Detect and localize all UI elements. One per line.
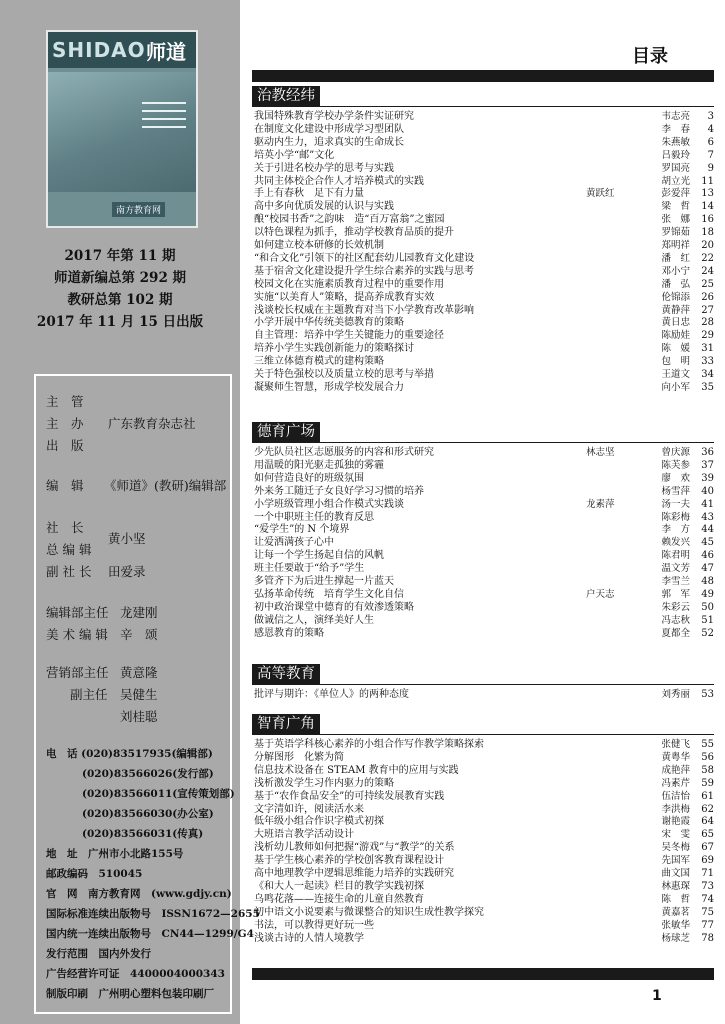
toc-entry-title: 分解图形 化繁为简 <box>254 751 344 763</box>
toc-entry-page: 43 <box>701 511 714 523</box>
toc-entry-title: 批评与期许：《单位人》的两种态度 <box>254 689 409 700</box>
toc-entry-page: 40 <box>701 485 714 497</box>
toc-entry-title: 信息技术设备在 STEAM 教育中的应用与实践 <box>254 764 459 776</box>
toc-entry[interactable] <box>254 472 714 485</box>
contact-line: 发行范围 国内外发行 <box>46 948 151 960</box>
toc-entry[interactable] <box>254 304 714 317</box>
toc-entry-page: 13 <box>701 188 714 200</box>
toc-entry-author: 黄嘉茗 <box>661 906 690 918</box>
toc-entry-page: 35 <box>701 381 714 393</box>
toc-entry[interactable] <box>254 252 714 265</box>
masthead-label: 美 术 编 辑 <box>46 627 108 642</box>
toc-entry-page: 46 <box>701 550 714 562</box>
masthead-value: 辛 颂 <box>120 627 158 642</box>
toc-entry-coauthor: 林志坚 <box>586 447 615 458</box>
toc-entry-page: 69 <box>701 855 714 867</box>
toc-entry-page: 9 <box>707 162 714 174</box>
contact-line: 地 址 广州市小北路155号 <box>46 848 184 860</box>
contact-line: 国内统一连续出版物号 CN44—1299/G4 <box>46 928 254 940</box>
toc-entry-title: 少先队员社区志愿服务的内容和形式研究 <box>254 447 434 458</box>
toc-entry-page: 31 <box>701 343 714 355</box>
section-heading: 治教经纬 <box>252 86 320 106</box>
toc-entry-page: 27 <box>701 304 714 316</box>
toc-entry[interactable] <box>254 162 714 175</box>
toc-entry-page: 45 <box>701 537 714 549</box>
masthead-label: 主 管 <box>46 394 84 409</box>
toc-entry-author: 陈彩梅 <box>661 511 690 523</box>
toc-top-rule <box>252 70 714 82</box>
toc-entry[interactable] <box>254 828 714 841</box>
toc-entry-author: 汤一夫 <box>661 498 690 510</box>
toc-entry-coauthor: 黄跃红 <box>586 188 615 200</box>
toc-entry-author: 韦志亮 <box>661 111 690 122</box>
toc-entry[interactable] <box>254 764 714 777</box>
toc-entry-page: 78 <box>701 932 714 944</box>
toc-entry[interactable] <box>254 627 714 640</box>
contact-line: 官 网 南方教育网 (www.gdjy.cn) <box>46 888 232 900</box>
toc-entry-author: 陈 哲 <box>661 893 690 905</box>
toc-entry-page: 29 <box>701 330 714 342</box>
toc-entry-title: “和合文化”引领下的社区配套幼儿园教育文化建设 <box>254 252 475 264</box>
masthead-label: 总 编 辑 <box>46 542 92 557</box>
toc-entry[interactable] <box>254 751 714 764</box>
toc-entry[interactable] <box>254 803 714 816</box>
masthead-label: 编 辑 <box>46 478 84 493</box>
toc-entry[interactable] <box>254 777 714 790</box>
masthead-label: 副主任 <box>70 687 108 702</box>
toc-entry-title: 用温暖的阳光驱走孤独的雾霾 <box>254 459 384 471</box>
toc-entry-author: 黄静萍 <box>661 304 690 316</box>
toc-entry-page: 37 <box>701 459 714 471</box>
toc-entry-author: 赖发兴 <box>661 537 690 549</box>
toc-entry-title: 初中政治课堂中德育的有效渗透策略 <box>254 601 414 613</box>
toc-entry-title: 高中多向优质发展的认识与实践 <box>254 201 394 213</box>
toc-entry-author: 宋 雯 <box>661 829 690 841</box>
issue-line-3: 教研总第 102 期 <box>67 292 173 308</box>
toc-entry[interactable] <box>254 932 714 945</box>
toc-entry-author: 黄粤华 <box>661 751 690 763</box>
toc-entry-page: 6 <box>707 136 714 148</box>
toc-entry[interactable] <box>254 880 714 893</box>
toc-entry-page: 59 <box>701 777 714 789</box>
contact-line: (020)83566030(办公室) <box>82 808 214 820</box>
toc-entry[interactable] <box>254 614 714 627</box>
toc-entry-page: 4 <box>707 123 714 135</box>
masthead-value: 刘桂聪 <box>120 709 158 724</box>
toc-entry[interactable] <box>254 136 714 149</box>
toc-entry-author: 廖 欢 <box>661 472 690 484</box>
toc-entry-author: 杨雪萍 <box>661 485 690 497</box>
toc-entry-author: 黄日忠 <box>661 317 690 329</box>
toc-entry-title: 共同主体校企合作人才培养模式的实践 <box>254 175 424 187</box>
toc-entry-title: 手上有春秋 足下有力量 <box>254 188 364 200</box>
toc-entry-author: 王道文 <box>661 369 690 380</box>
toc-entry[interactable] <box>254 906 714 919</box>
toc-entry[interactable] <box>254 149 714 162</box>
toc-entry-page: 44 <box>701 524 714 536</box>
section-rule <box>252 106 714 107</box>
toc-entry-title: 大班语言教学活动设计 <box>254 829 354 841</box>
toc-entry-author: 李洪梅 <box>661 803 690 815</box>
toc-entry[interactable] <box>254 123 714 136</box>
toc-entry-page: 51 <box>701 614 714 626</box>
toc-entry-page: 67 <box>701 842 714 854</box>
toc-entry[interactable] <box>254 291 714 304</box>
toc-entry-page: 26 <box>701 291 714 303</box>
contact-line: 邮政编码 510045 <box>46 868 143 880</box>
toc-entry[interactable] <box>254 459 714 472</box>
toc-entry-author: 成艳萍 <box>661 764 690 776</box>
toc-bottom-rule <box>252 968 714 980</box>
toc-entry-title: 小学开展中华传统美德教育的策略 <box>254 317 404 329</box>
toc-entry-page: 7 <box>707 149 714 161</box>
toc-entry-page: 71 <box>701 868 714 879</box>
toc-entry[interactable] <box>254 265 714 278</box>
masthead-value: 田爱录 <box>108 564 146 579</box>
toc-entry-page: 16 <box>701 214 714 226</box>
toc-entry[interactable] <box>254 355 714 368</box>
cover-publisher-badge: 南方教育网 <box>112 202 165 217</box>
toc-entry-author: 向小军 <box>661 381 690 393</box>
toc-entry-author: 林惠琛 <box>661 880 690 892</box>
toc-entry[interactable] <box>254 329 714 342</box>
masthead-label: 出 版 <box>46 438 84 453</box>
toc-entry-page: 49 <box>701 588 714 600</box>
toc-entry[interactable] <box>254 601 714 614</box>
toc-entry-title: 《和大人一起读》栏目的教学实践初探 <box>254 880 424 892</box>
toc-entry-title: 自主管理：培养中学生关键能力的重要途径 <box>254 330 444 342</box>
toc-entry-page: 24 <box>701 265 714 277</box>
toc-entry[interactable] <box>254 239 714 252</box>
toc-entry-title: 做诚信之人，演绎美好人生 <box>254 614 374 626</box>
toc-entry[interactable] <box>254 446 714 459</box>
toc-entry-title: 培英小学“邮”文化 <box>254 149 335 161</box>
toc-entry[interactable] <box>254 381 714 394</box>
toc-entry-page: 74 <box>701 893 714 905</box>
contact-line: (020)83566011(宣传策划部) <box>82 788 235 800</box>
toc-entry-coauthor: 户天志 <box>586 588 615 600</box>
toc-entry-author: 陈芙参 <box>661 459 690 471</box>
toc-entry[interactable] <box>254 342 714 355</box>
toc-entry-title: 浅析幼儿教师如何把握“游戏”与“教学”的关系 <box>254 842 455 854</box>
issue-line-1: 2017 年第 11 期 <box>64 248 176 264</box>
toc-entry-title: 实施“以美育人”策略，提高养成教育实效 <box>254 291 435 303</box>
toc-entry-page: 18 <box>701 227 714 239</box>
toc-entry[interactable] <box>254 368 714 381</box>
contact-line: (020)83566031(传真) <box>82 828 204 840</box>
toc-entry-title: 班主任要敢于“给予”学生 <box>254 563 365 575</box>
toc-entry[interactable] <box>254 867 714 880</box>
toc-entry[interactable] <box>254 575 714 588</box>
toc-entry-title: 外来务工随迁子女良好学习习惯的培养 <box>254 485 424 497</box>
toc-entry[interactable] <box>254 841 714 854</box>
contact-line: 制版印刷 广州明心塑料包装印刷厂 <box>46 988 214 1000</box>
toc-entry[interactable] <box>254 815 714 828</box>
toc-entry[interactable] <box>254 854 714 867</box>
toc-entry-author: 冯素芹 <box>661 777 690 789</box>
toc-entry-page: 34 <box>701 369 714 380</box>
contact-line: (020)83566026(发行部) <box>82 768 214 780</box>
toc-entry-author: 罗国亮 <box>661 162 690 174</box>
toc-entry-page: 36 <box>701 447 714 458</box>
toc-entry-author: 温文芳 <box>661 563 690 575</box>
toc-entry-coauthor: 龙素萍 <box>586 498 615 510</box>
toc-entry-page: 53 <box>701 689 714 700</box>
toc-entry-title: 培养小学生实践创新能力的策略探讨 <box>254 343 414 355</box>
issue-line-4: 2017 年 11 月 15 日出版 <box>36 314 204 330</box>
toc-entry-page: 61 <box>701 790 714 802</box>
toc-entry-title: 在制度文化建设中形成学习型团队 <box>254 123 404 135</box>
toc-entry-author: 邓小宁 <box>661 265 690 277</box>
toc-entry[interactable] <box>254 110 714 123</box>
magazine-cover-image <box>46 30 198 228</box>
toc-entry[interactable] <box>254 790 714 803</box>
toc-entry-title: 关于引进名校办学的思考与实践 <box>254 162 394 174</box>
toc-entry-title: 初中语文小说要素与微课整合的知识生成性教学探究 <box>254 906 484 918</box>
toc-entry-author: 包 明 <box>661 356 690 368</box>
toc-entry[interactable] <box>254 226 714 239</box>
toc-entry-title: 让爱洒满孩子心中 <box>254 537 334 549</box>
toc-entry-title: 基于学生核心素养的学校创客教育课程设计 <box>254 855 444 867</box>
masthead-value: 广东教育杂志社 <box>108 416 196 431</box>
toc-entry-author: 李 春 <box>661 123 690 135</box>
toc-entry-page: 33 <box>701 356 714 368</box>
toc-entry-page: 47 <box>701 563 714 575</box>
toc-entry-author: 谢艳霞 <box>661 816 690 828</box>
toc-entry-title: 浅谈古诗的人情人境教学 <box>254 932 364 944</box>
toc-entry[interactable] <box>254 688 714 701</box>
toc-entry-title: 驱动内生力，追求真实的生命成长 <box>254 136 404 148</box>
toc-entry-title: 如何建立校本研修的长效机制 <box>254 240 384 251</box>
toc-entry-title: 小学班级管理小组合作模式实践谈 <box>254 498 404 510</box>
toc-entry-title: 凝聚师生智慧，形成学校发展合力 <box>254 381 404 393</box>
section-rule <box>252 684 714 685</box>
toc-entry-author: 潘 红 <box>661 252 690 264</box>
toc-entry[interactable] <box>254 200 714 213</box>
toc-entry-author: 彭爱萍 <box>661 188 690 200</box>
masthead-value: 龙建刚 <box>120 605 158 620</box>
masthead-label: 营销部主任 <box>46 665 109 680</box>
toc-entry[interactable] <box>254 498 714 511</box>
toc-entry-page: 64 <box>701 816 714 828</box>
toc-entry[interactable] <box>254 511 714 524</box>
toc-entry-page: 25 <box>701 278 714 290</box>
toc-entry[interactable] <box>254 175 714 188</box>
toc-entry-title: 基于宿舍文化建设提升学生综合素养的实践与思考 <box>254 265 474 277</box>
toc-entry-title: 多管齐下为后进生撑起一片蓝天 <box>254 576 394 587</box>
toc-entry-page: 55 <box>701 739 714 750</box>
toc-entry[interactable] <box>254 213 714 226</box>
masthead-value: 黄意隆 <box>120 665 158 680</box>
toc-entry-title: 酿“校园书香”之韵味 造“百万富翁”之蜜园 <box>254 214 445 226</box>
toc-entry[interactable] <box>254 893 714 906</box>
toc-entry-page: 50 <box>701 601 714 613</box>
masthead-label: 社 长 <box>46 520 84 535</box>
toc-entry[interactable] <box>254 523 714 536</box>
toc-entry-page: 39 <box>701 472 714 484</box>
toc-entry[interactable] <box>254 187 714 200</box>
toc-entry-author: 吕毅玲 <box>661 149 690 161</box>
toc-entry-title: 基于“农作食品安全”的可持续发展教育实践 <box>254 790 445 802</box>
toc-entry-title: 低年级小组合作识字模式初探 <box>254 816 384 828</box>
toc-entry-author: 伍洁怡 <box>661 790 690 802</box>
toc-entry-title: 文字清如许，阅读活水来 <box>254 803 364 815</box>
toc-entry-page: 22 <box>701 252 714 264</box>
toc-entry-title: 浅谈校长权威在主题教育对当下小学教育改革影响 <box>254 304 474 316</box>
toc-entry-page: 14 <box>701 201 714 213</box>
cover-logo-cn: 师道 <box>146 40 186 64</box>
section-rule <box>252 734 714 735</box>
toc-entry-author: 朱彩云 <box>661 601 690 613</box>
toc-entry-page: 28 <box>701 317 714 329</box>
toc-entry-page: 77 <box>701 919 714 931</box>
toc-entry[interactable] <box>254 536 714 549</box>
toc-entry-author: 陈励娃 <box>661 330 690 342</box>
toc-entry-author: 张 娜 <box>661 214 690 226</box>
toc-entry-title: 我国特殊教育学校办学条件实证研究 <box>254 111 414 122</box>
toc-entry-author: 张敏华 <box>661 919 690 931</box>
toc-entry-author: 李 方 <box>661 524 690 536</box>
toc-entry-author: 梁 哲 <box>661 201 690 213</box>
toc-entry[interactable] <box>254 316 714 329</box>
toc-entry[interactable] <box>254 278 714 291</box>
toc-entry-title: 如何营造良好的班级氛围 <box>254 472 364 484</box>
toc-entry-page: 11 <box>701 175 714 187</box>
toc-entry-author: 张健飞 <box>661 739 690 750</box>
left-sidebar <box>0 0 260 1024</box>
toc-entry-author: 潘 弘 <box>661 278 690 290</box>
toc-entry-title: 书法，可以教得更好玩一些 <box>254 919 374 931</box>
toc-entry-title: 三维立体德育模式的建构策略 <box>254 356 384 368</box>
toc-entry-title: 乌鸣花落——连接生命的儿童自然教育 <box>254 893 424 905</box>
toc-entry[interactable] <box>254 485 714 498</box>
cover-text-lines <box>142 102 186 134</box>
toc-entry-author: 胡立光 <box>661 175 690 187</box>
contact-line: 国际标准连续出版物号 ISSN1672—2655 <box>46 908 260 920</box>
toc-entry-title: 浅析激发学生习作内驱力的策略 <box>254 777 394 789</box>
toc-entry-title: 以特色课程为抓手，推动学校教育品质的提升 <box>254 227 454 239</box>
toc-entry-title: “爱学生”的 N 个境界 <box>254 524 350 536</box>
page-number: 1 <box>652 988 662 1004</box>
toc-entry-title: 高中地理教学中逻辑思维能力培养的实践研究 <box>254 868 454 879</box>
toc-entry-title: 校园文化在实施素质教育过程中的重要作用 <box>254 278 444 290</box>
issue-line-2: 师道新编总第 292 期 <box>53 270 187 286</box>
toc-entry-author: 郭 军 <box>661 588 690 600</box>
toc-entry-author: 陈 媛 <box>661 343 690 355</box>
toc-entry-page: 65 <box>701 829 714 841</box>
section-rule <box>252 442 714 443</box>
masthead-label: 编辑部主任 <box>46 605 109 620</box>
toc-entry-title: 让每一个学生扬起自信的风帆 <box>254 550 384 562</box>
toc-entry-title: 感恩教育的策略 <box>254 627 324 639</box>
toc-entry-author: 冯志秋 <box>661 614 690 626</box>
toc-entry-author: 曾庆源 <box>661 447 690 458</box>
toc-entry[interactable] <box>254 562 714 575</box>
toc-entry-title: 基于英语学科核心素养的小组合作写作教学策略探索 <box>254 739 484 750</box>
toc-entry[interactable] <box>254 588 714 601</box>
masthead-value: 《师道》(教研)编辑部 <box>104 478 227 493</box>
toc-entry[interactable] <box>254 919 714 932</box>
section-heading: 智育广角 <box>252 714 320 734</box>
toc-title: 目录 <box>632 46 668 67</box>
toc-entry-page: 75 <box>701 906 714 918</box>
contact-line: 广告经营许可证 4400004000343 <box>46 968 225 980</box>
toc-entry-page: 52 <box>701 627 714 639</box>
toc-entry-author: 杨球芝 <box>661 932 690 944</box>
toc-entry-author: 李雪兰 <box>661 576 690 587</box>
toc-entry-author: 先国军 <box>661 855 690 867</box>
toc-entry-author: 朱燕敏 <box>661 136 690 148</box>
toc-entry-author: 陈君明 <box>661 550 690 562</box>
toc-entry-title: 一个中职班主任的教育反思 <box>254 511 374 523</box>
masthead-value: 黄小坚 <box>108 531 146 546</box>
toc-entry-page: 48 <box>701 576 714 587</box>
masthead-value: 吴健生 <box>120 687 158 702</box>
toc-entry-author: 吴冬梅 <box>661 842 690 854</box>
toc-entry-page: 3 <box>707 111 714 122</box>
toc-entry-page: 58 <box>701 764 714 776</box>
masthead-label: 副 社 长 <box>46 564 92 579</box>
toc-entry-page: 20 <box>701 240 714 251</box>
toc-entry-title: 关于特色强校以及质量立校的思考与举措 <box>254 369 434 380</box>
toc-entry-page: 56 <box>701 751 714 763</box>
section-heading: 高等教育 <box>252 664 320 684</box>
toc-entry-author: 罗锦茹 <box>661 227 690 239</box>
toc-entry-page: 41 <box>701 498 714 510</box>
toc-entry-author: 曲文国 <box>661 868 690 879</box>
toc-entry-author: 夏都全 <box>661 627 690 639</box>
toc-entry[interactable] <box>254 549 714 562</box>
toc-entry[interactable] <box>254 738 714 751</box>
toc-entry-author: 刘秀丽 <box>661 689 690 700</box>
contact-line: 电 话 (020)83517935(编辑部) <box>46 748 213 760</box>
toc-entry-author: 郑明祥 <box>661 240 690 251</box>
toc-entry-page: 62 <box>701 803 714 815</box>
cover-logo: SHIDAO <box>52 38 146 62</box>
toc-entry-title: 弘扬革命传统 培育学生文化自信 <box>254 588 404 600</box>
toc-entry-page: 73 <box>701 880 714 892</box>
section-heading: 德育广场 <box>252 422 320 442</box>
masthead-label: 主 办 <box>46 416 84 431</box>
toc-entry-author: 伦锦添 <box>661 291 690 303</box>
